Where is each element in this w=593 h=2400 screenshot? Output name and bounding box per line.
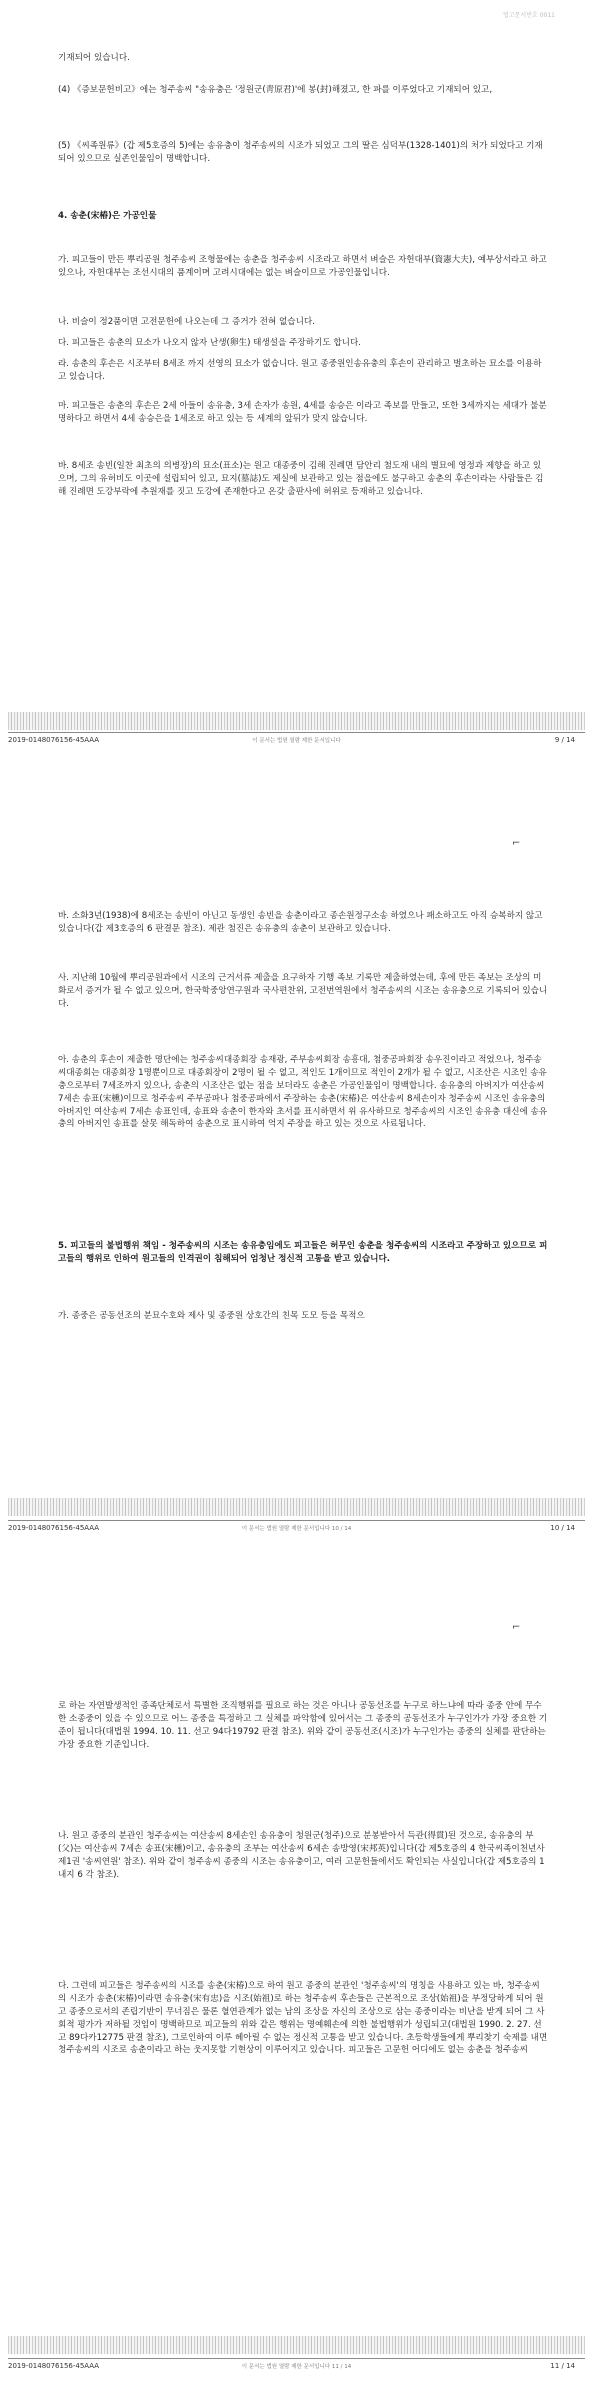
document-page-11 (0, 1580, 593, 2400)
scan-noise-band (8, 1498, 585, 1516)
section-heading: 5. 피고들의 불법행위 책임 - 청주송씨의 시조는 송유충임에도 피고들은 허무인 송춘을 청주송씨의 시조라고 주장하고 있으므로 피고들의 행위로 인하여 원고들의 인격권이 침해되어 엄청난 정신적 고통을 받고 있습니다. (58, 1241, 548, 1264)
page-number: 9 / 14 (554, 736, 575, 744)
paragraph: 라. 송춘의 후손은 시조부터 8세조 까지 선영의 묘소가 없습니다. 원고 종중원인송유충의 후손이 관리하고 벌초하는 묘소를 이용하고 있습니다. (58, 359, 542, 382)
paragraph: 바. 소화3년(1938)에 8세조는 송빈이 아닌고 동생인 송빈을 송춘이라고 종손원정구소송 하였으나 패소하고도 아직 승복하지 않고 있습니다(갑 제3호증의 6 판결문 참조). 제관 첨진은 송유충의 송춘이 보관하고 있습니다. (58, 911, 543, 934)
footer-rule (8, 1520, 585, 1521)
footer-note: 이 문서는 법원 열람 제한 문서입니다 (252, 738, 341, 744)
page-number: 10 / 14 (550, 1524, 575, 1532)
paragraph: 마. 피고들은 송춘의 후손은 2세 아들이 송유충, 3세 손자가 송원, 4세를 송승은 이라고 족보를 만들고, 또한 3세까지는 세대가 불분명하다고 하면서 4세 송승은을 1세조로 하고 있는 등 세계의 앞뒤가 맞지 않습니다. (58, 401, 547, 424)
paragraph: 아. 송춘의 후손이 제출한 명단에는 청주송씨대종회장 송재광, 주부송씨회장 송흥대, 첨중공파회장 송우진이라고 적었으나, 청주송씨대종회는 대종회장 1명뿐이므로 대종회장이 2명이 될 수 없고, 적인도 1개이므로 적인이 2개가 될 수 없고, 시조산은 시조인 송유충으로부터 7세조까지 있으나, 송춘의 시조산은 없는 점을 보더라도 송춘은 가공인물임이 명백합니다. 송유충의 아버지가 여산송씨 7세손 송표(宋櫄)이므로 청주송씨 주부공파나 첨중공파에서 주장하는 송춘(宋椿)은 여산송씨 8세손이자 청주송씨 시조인 송유충의 아버지인 여산송씨 7세손 송표인데, 송표와 송춘이 한자와 초서를 표시하면서 위 유사하므로 청주송씨의 시조인 송유충 대신에 송유충의 아버지인 송표를 살못 해독하여 송춘으로 표시하여 억지 주장을 하고 있는 것으로 사료됩니다. (58, 1055, 548, 1130)
document-page-10 (0, 790, 593, 1580)
document-id: 2019-0148076156-45AAA (8, 736, 100, 744)
scan-noise-band (8, 2336, 585, 2354)
document-id: 2019-0148076156-45AAA (8, 2362, 100, 2370)
document-id: 2019-0148076156-45AAA (8, 1524, 100, 1532)
paragraph: 가. 피고들이 만든 뿌리공원 청주송씨 조형물에는 송춘을 청주송씨 시조라고 하면서 벼슬은 자헌대부(資憲大夫), 예부상서라고 하고 있으나, 자헌대부는 조선시대의 품계이며 고려시대에는 없는 벼슬이므로 가공인물입니다. (58, 255, 547, 278)
paragraph: 로 하는 자연발생적인 종족단체로서 특별한 조직행위를 필요로 하는 것은 아니나 공동선조를 누구로 하느냐에 따라 종중 안에 무수한 소종중이 있을 수 있으므로 어느 종중을 특정하고 그 실체를 파악함에 있어서는 그 종중의 공동선조가 누구인가가 가장 중요한 기준이 됩니다(대법원 1994. 10. 11. 선고 94다19792 판결 참조). 위와 같이 공동선조(시조)가 누구인가는 종중의 실체를 판단하는 가장 중요한 기준입니다. (58, 1701, 548, 1750)
document-page-9 (0, 0, 593, 790)
paragraph: 다. 피고들은 송춘의 묘소가 나오지 않자 난생(卵生) 태생설을 주장하기도 합니다. (58, 338, 361, 348)
paragraph: 사. 지난해 10월에 뿌리공원과에서 시조의 근거서류 제출을 요구하자 기행 족보 기록만 제출하였는데, 후에 만든 족보는 조상의 미화로서 증거가 될 수 없고 있으며, 한국학중앙연구원과 국사편찬위, 고전번역원에서 청주송씨의 시조는 송유충으로 기록되어 있습니다. (58, 973, 548, 1009)
scan-noise-band (8, 712, 585, 730)
page-number: 11 / 14 (550, 2362, 575, 2370)
footer-rule (8, 732, 585, 733)
scan-mark: ⌐ (512, 838, 521, 849)
paragraph: 기재되어 있습니다. (58, 53, 130, 63)
footer-note: 이 문서는 법원 열람 제한 문서입니다 11 / 14 (241, 2364, 352, 2370)
paragraph: 가. 종중은 공동선조의 분묘수호와 제사 및 종중원 상호간의 친목 도모 등을 목적으 (58, 1311, 365, 1321)
paragraph: 나. 원고 종중의 분관인 청주송씨는 여산송씨 8세손인 송유충이 청원군(청주)으로 분봉받아서 득관(得貫)된 것으로, 송유충의 부(父)는 여산송씨 7세손 송표(宋櫄)이고, 송유충의 조부는 여산송씨 6세손 송방영(宋邦英)입니다(갑 제5호증의 4 한국씨족이천년사제1권 '송씨연원' 참조). 위와 같이 청주송씨 종중의 시조는 송유충이고, 여러 고문헌들에서도 확인되는 사실입니다(갑 제5호증의 1 내지 6 각 참조). (58, 1831, 545, 1880)
paragraph: 나. 비슬이 정2품이면 고전문헌에 나오는데 그 증거가 전혀 없습니다. (58, 317, 315, 327)
footer-note: 이 문서는 법원 열람 제한 문서입니다 10 / 14 (241, 1526, 352, 1532)
scan-mark: ⌐ (512, 1622, 521, 1633)
page-header-stamp: 법고문서번호 0011 (503, 12, 555, 19)
paragraph: 바. 8세조 송빈(일찬 최초의 의병장)의 묘소(표소)는 원고 대종중이 김해 진례면 담안리 첨도재 내의 별묘에 영정과 제향을 하고 있으며, 그의 유허비도 이곳에 설립되어 있고, 묘지(墓誌)도 제실에 보관하고 있는 점을에도 불구하고 송춘의 후손이라는 사람들은 김해 진례면 도강부락에 추원재를 짓고 도강에 존재한다고 온갖 출판사에 허위로 등재하고 있습니다. (58, 461, 544, 497)
paragraph: (4) 《증보문헌비고》에는 청주송씨 "송유충은 '정원군(靑原君)'에 봉(封)해졌고, 한 파를 이루었다고 기재되어 있고, (58, 85, 493, 95)
paragraph: 다. 그런데 피고들은 청주송씨의 시조를 송춘(宋椿)으로 하여 원고 종중의 분관인 '청주송씨'의 명칭을 사용하고 있는 바, 청주송씨의 시조가 송춘(宋椿)이라면 송유충(宋有忠)을 시조(始祖)로 하는 청주송씨 후손들은 근본적으로 조상(始祖)을 부정당하게 되어 원고 종중으로서의 존립기반이 무너짐은 물론 혈연관계가 없는 남의 조상을 자신의 조상으로 삼는 종중이라는 비난을 받게 되어 그 사회적 평가가 저하될 것임이 명백하므로 피고들의 위와 같은 행위는 명예훼손에 의한 불법행위가 성립되고(대법원 1990. 2. 27. 선고 89다카12775 판결 참조), 그로인하여 이루 헤아릴 수 없는 정신적 고통을 받고 있습니다. 초등학생들에게 뿌리찾기 숙제를 내면 청주송씨의 시조로 송춘이라고 하는 웃지못할 기현상이 이루어지고 있습니다. 피고들은 고문헌 어디에도 없는 송춘을 청주송씨 (58, 1981, 548, 2056)
footer-rule (8, 2358, 585, 2359)
section-heading: 4. 송춘(宋椿)은 가공인물 (58, 211, 157, 221)
paragraph: (5) 《씨족원류》(갑 제5호증의 5)에는 송유충이 청주송씨의 시조가 되었고 그의 딸은 심덕부(1328-1401)의 처가 되었다고 기재되어 있으므로 실존인물임이 명백합니다. (58, 141, 543, 164)
